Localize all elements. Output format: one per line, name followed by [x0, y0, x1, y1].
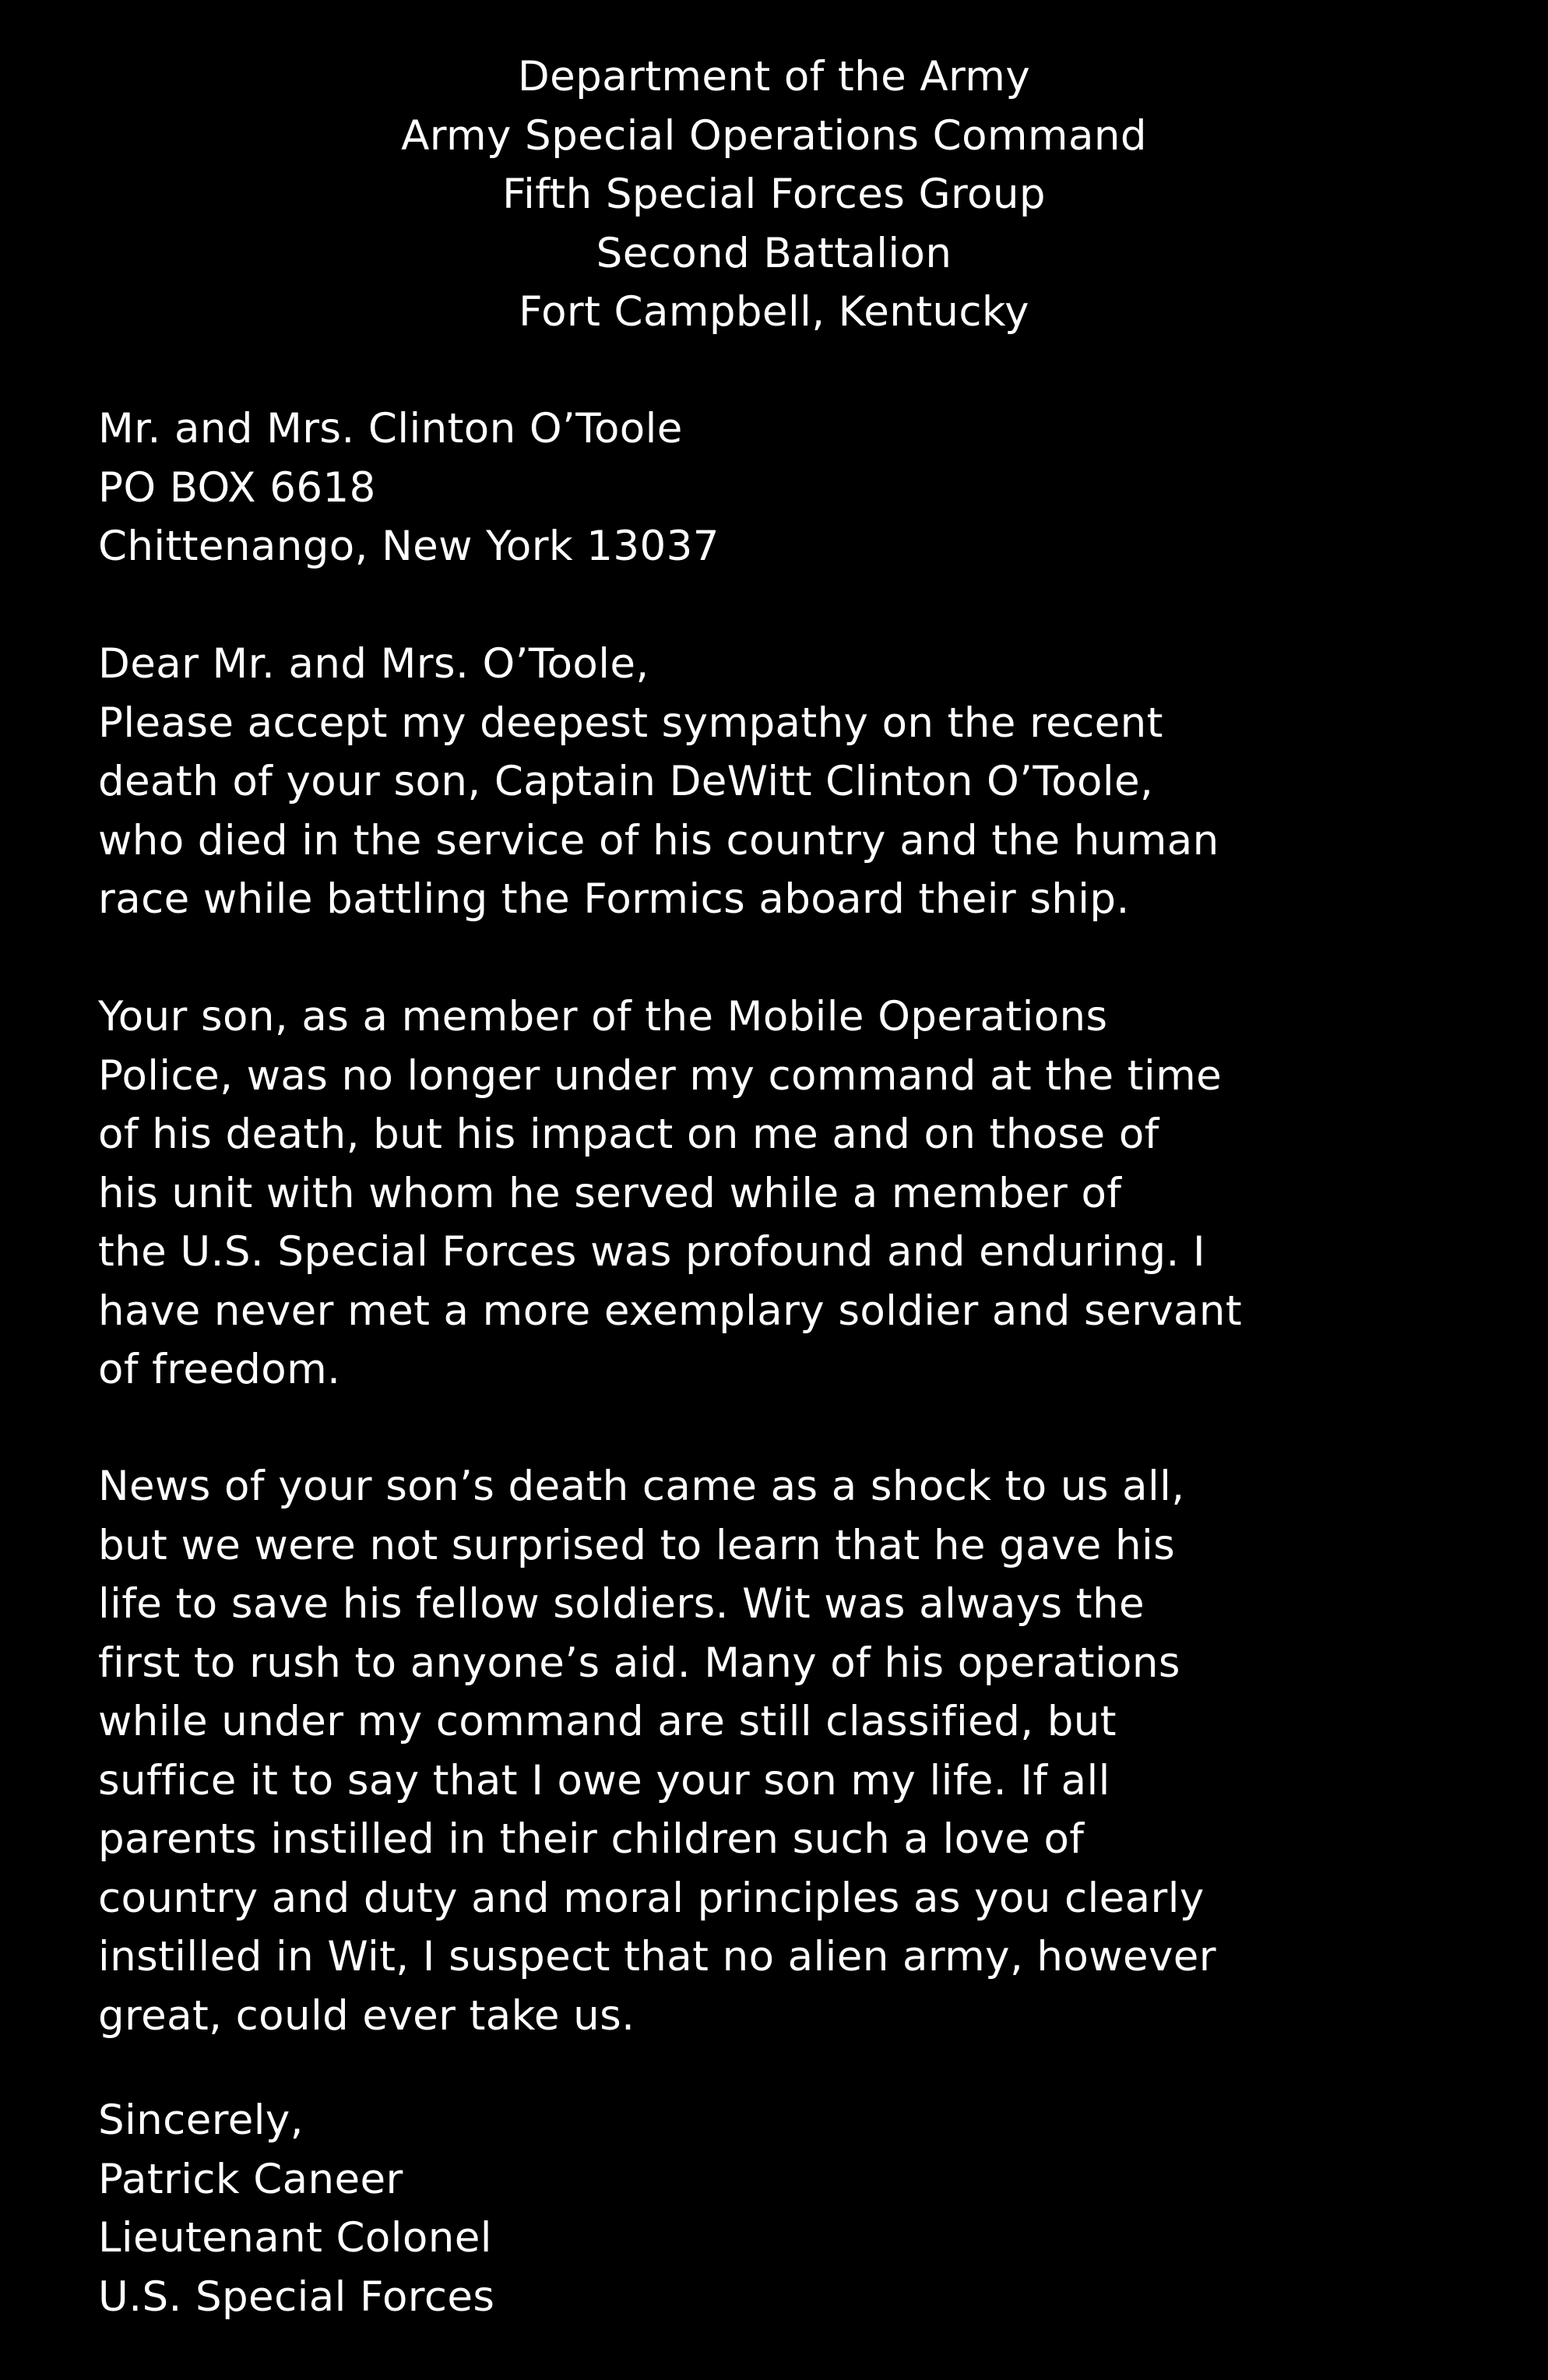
signer-name: Patrick Caneer	[98, 2155, 403, 2203]
opening	[98, 635, 1500, 929]
paragraph-1-line: race while battling the Formics aboard their ship.	[98, 875, 1130, 923]
paragraph-2	[98, 988, 1500, 1399]
paragraph-3-line: instilled in Wit, I suspect that no alien army, however	[98, 1933, 1216, 1980]
paragraph-2-line: Police, was no longer under my command at the time	[98, 1051, 1223, 1100]
letterhead-line-battalion: Second Battalion	[596, 229, 952, 277]
paragraph-3-line: parents instilled in their children such a love of	[98, 1815, 1085, 1863]
paragraph-3-line: country and duty and moral principles as you clearly	[98, 1874, 1205, 1922]
recipient-city: Chittenango, New York 13037	[98, 523, 719, 570]
signer-unit: U.S. Special Forces	[98, 2273, 495, 2321]
paragraph-2-line: of freedom.	[98, 1346, 341, 1393]
recipient-address	[98, 400, 1500, 576]
letterhead-line-command: Army Special Operations Command	[401, 111, 1147, 160]
paragraph-3-line: but we were not surprised to learn that he gave his	[98, 1521, 1176, 1569]
paragraph-2-line: the U.S. Special Forces was profound and enduring. I	[98, 1228, 1206, 1276]
paragraph-2-line: of his death, but his impact on me and on those of	[98, 1111, 1159, 1158]
closing-sincerely: Sincerely,	[98, 2097, 304, 2144]
letterhead-line-group: Fifth Special Forces Group	[502, 171, 1046, 218]
paragraph-3-line: while under my command are still classified, but	[98, 1698, 1117, 1745]
paragraph-2-line: have never met a more exemplary soldier and servant	[98, 1287, 1243, 1335]
paragraph-3-line: life to save his fellow soldiers. Wit was always the	[98, 1580, 1145, 1628]
paragraph-3-line: News of your son’s death came as a shock to us all,	[98, 1463, 1185, 1510]
signature-block	[98, 2091, 1500, 2326]
letterhead	[0, 48, 1548, 342]
paragraph-1-line: death of your son, Captain DeWitt Clinton O’Toole,	[98, 758, 1154, 805]
paragraph-3	[98, 1457, 1500, 2045]
letterhead-line-department: Department of the Army	[517, 53, 1031, 100]
paragraph-3-line: suffice it to say that I owe your son my life. If all	[98, 1756, 1110, 1804]
recipient-name: Mr. and Mrs. Clinton O’Toole	[98, 405, 683, 452]
recipient-po-box: PO BOX 6618	[98, 463, 376, 512]
paragraph-3-line: first to rush to anyone’s aid. Many of his operations	[98, 1639, 1180, 1687]
signer-rank: Lieutenant Colonel	[98, 2214, 492, 2262]
paragraph-2-line: his unit with whom he served while a member of	[98, 1169, 1122, 1217]
letterhead-line-location: Fort Campbell, Kentucky	[519, 288, 1029, 336]
salutation: Dear Mr. and Mrs. O’Toole,	[98, 640, 649, 688]
paragraph-1-line: who died in the service of his country and the human	[98, 816, 1219, 864]
paragraph-1-line: Please accept my deepest sympathy on the recent	[98, 699, 1163, 747]
paragraph-3-line: great, could ever take us.	[98, 1991, 635, 2040]
paragraph-2-line: Your son, as a member of the Mobile Operations	[98, 993, 1108, 1040]
